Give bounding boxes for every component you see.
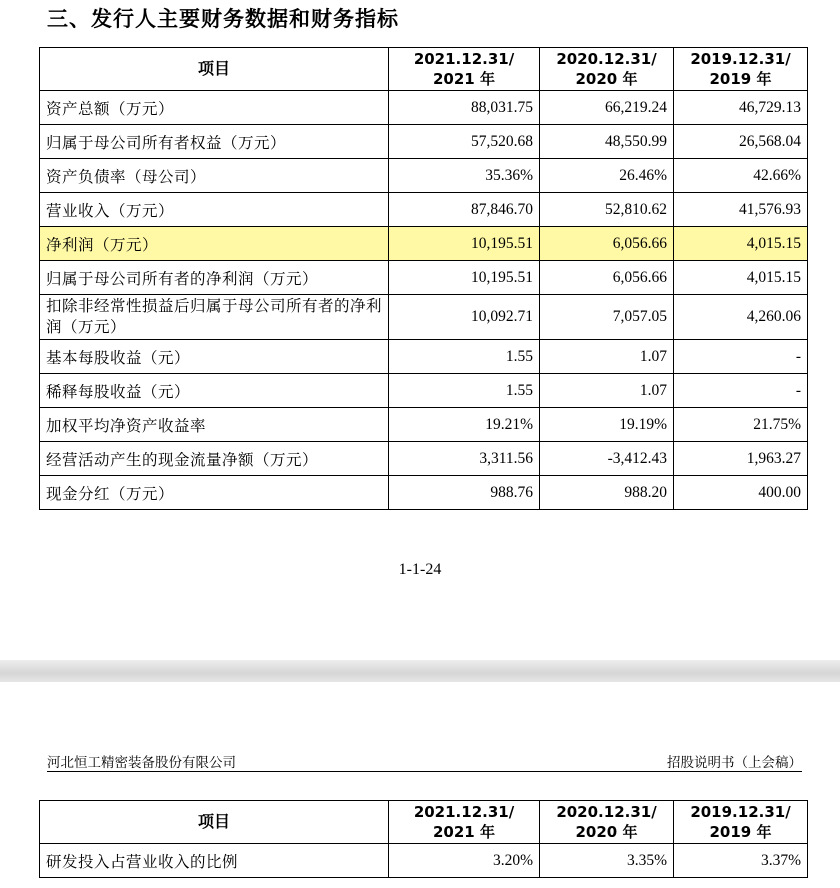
cell-value-2020: -3,412.43 [540,442,674,476]
header-2021-date: 2021.12.31/ [413,803,515,821]
page-separator [0,660,840,682]
cell-value-2021: 88,031.75 [389,91,540,125]
cell-value-2021: 87,846.70 [389,193,540,227]
cell-value-2020: 66,219.24 [540,91,674,125]
table-row [40,159,808,193]
header-2019 [674,48,808,91]
cell-value-2021: 988.76 [389,476,540,510]
cell-value-2020: 19.19% [540,408,674,442]
header-2019 [674,801,808,844]
cell-value-2021: 19.21% [389,408,540,442]
cell-value-2019: 42.66% [674,159,808,193]
table-row [40,476,808,510]
table-header-row [40,801,808,844]
table-row [40,374,808,408]
cell-value-2021: 3.20% [389,844,540,878]
cell-value-2020: 48,550.99 [540,125,674,159]
row-label: 归属于母公司所有者权益（万元） [40,125,389,159]
header-2019-date: 2019.12.31/ [690,803,791,821]
cell-value-2021: 1.55 [389,374,540,408]
header-2020-date: 2020.12.31/ [556,803,657,821]
row-label: 基本每股收益（元） [40,340,389,374]
cell-value-2021: 1.55 [389,340,540,374]
cell-value-2020: 1.07 [540,340,674,374]
cell-value-2021: 57,520.68 [389,125,540,159]
row-label: 稀释每股收益（元） [40,374,389,408]
cell-value-2019: 21.75% [674,408,808,442]
header-2021 [389,48,540,91]
cell-value-2021: 3,311.56 [389,442,540,476]
row-label: 研发投入占营业收入的比例 [40,844,389,878]
cell-value-2021: 10,092.71 [389,295,540,340]
header-2019-year: 2019 年 [709,823,772,841]
cell-value-2020: 26.46% [540,159,674,193]
cell-value-2019: 1,963.27 [674,442,808,476]
header-2021-year: 2021 年 [433,70,495,88]
table-row [40,844,808,878]
row-label: 营业收入（万元） [40,193,389,227]
header-2019-year: 2019 年 [709,70,772,88]
company-name: 河北恒工精密装备股份有限公司 [47,755,236,771]
page-number: 1-1-24 [398,561,442,578]
table-row [40,227,808,261]
cell-value-2019: - [674,374,808,408]
section-title: 三、发行人主要财务数据和财务指标 [47,7,399,31]
cell-value-2019: 4,015.15 [674,227,808,261]
header-2020 [540,801,674,844]
row-label: 现金分红（万元） [40,476,389,510]
row-label: 资产负债率（母公司） [40,159,389,193]
table-row [40,261,808,295]
cell-value-2019: 46,729.13 [674,91,808,125]
table-row [40,193,808,227]
row-label: 加权平均净资产收益率 [40,408,389,442]
cell-value-2019: 3.37% [674,844,808,878]
header-2021-date: 2021.12.31/ [413,50,515,68]
cell-value-2020: 3.35% [540,844,674,878]
document-type: 招股说明书（上会稿） [667,755,802,771]
cell-value-2019: 4,015.15 [674,261,808,295]
table-header-row [40,48,808,91]
cell-value-2021: 10,195.51 [389,261,540,295]
row-label: 净利润（万元） [40,227,389,261]
header-item: 项目 [40,801,389,844]
header-item: 项目 [40,48,389,91]
cell-value-2021: 35.36% [389,159,540,193]
header-2021-year: 2021 年 [433,823,495,841]
financial-data-table [39,47,808,510]
cell-value-2020: 988.20 [540,476,674,510]
row-label: 资产总额（万元） [40,91,389,125]
table-row [40,442,808,476]
header-2020 [540,48,674,91]
cell-value-2020: 52,810.62 [540,193,674,227]
table-row [40,91,808,125]
cell-value-2019: 41,576.93 [674,193,808,227]
cell-value-2020: 6,056.66 [540,261,674,295]
cell-value-2020: 1.07 [540,374,674,408]
running-header [47,749,802,772]
cell-value-2021: 10,195.51 [389,227,540,261]
row-label: 经营活动产生的现金流量净额（万元） [40,442,389,476]
table-row [40,408,808,442]
header-2019-date: 2019.12.31/ [690,50,791,68]
cell-value-2019: 400.00 [674,476,808,510]
table-row [40,125,808,159]
cell-value-2019: 26,568.04 [674,125,808,159]
header-2020-date: 2020.12.31/ [556,50,657,68]
header-2021 [389,801,540,844]
rd-ratio-table [39,800,808,878]
cell-value-2020: 7,057.05 [540,295,674,340]
table-row [40,295,808,340]
table-row [40,340,808,374]
cell-value-2019: - [674,340,808,374]
cell-value-2019: 4,260.06 [674,295,808,340]
header-2020-year: 2020 年 [575,823,638,841]
row-label: 归属于母公司所有者的净利润（万元） [40,261,389,295]
row-label: 扣除非经常性损益后归属于母公司所有者的净利润（万元） [40,295,389,340]
cell-value-2020: 6,056.66 [540,227,674,261]
header-2020-year: 2020 年 [575,70,638,88]
